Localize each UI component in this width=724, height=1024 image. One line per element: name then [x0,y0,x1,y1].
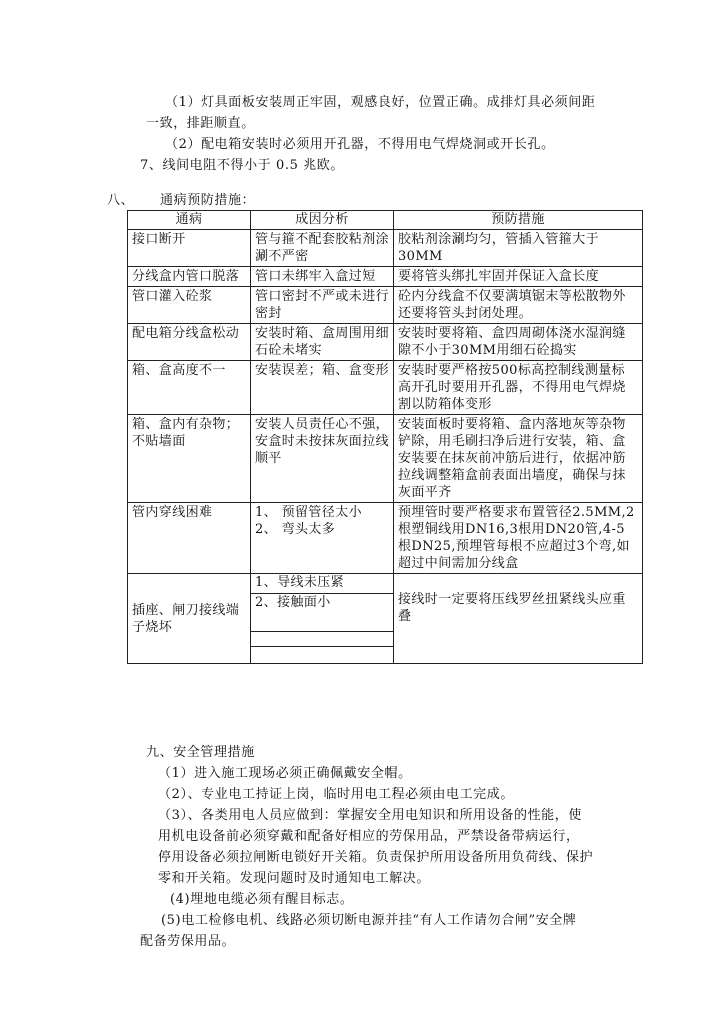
defect-cell: 管内穿线困难 [128,503,251,574]
prevention-cell: 安装时要严格按500标高控制线测量标高开孔时要用开孔器，不得用电气焊烧割以防箱体变形 [394,361,643,415]
text-line: （2）、专业电工持证上岗，临时用电工程必须由电工完成。 [158,787,514,802]
prevention-cell: 安装时要将箱、盒四周砌体浇水湿润缝隙不小于30MM用细石砼捣实 [394,324,643,361]
cause-cell: 管口密封不严或未进行密封 [251,287,394,324]
defect-cell: 箱、盒内有杂物；不贴墙面 [128,415,251,503]
prevention-cell: 预埋管时要严格要求布置管径2.5MM,2根塑铜线用DN16,3根用DN20管,4-5根DN25,预埋管每根不应超过3个弯,如超过中间需加分线盒 [394,503,643,574]
section-title: 通病预防措施： [160,193,256,208]
defect-cell: 配电箱分线盒松动 [128,324,251,361]
section-number: 八、 [107,193,135,208]
column-header: 预防措施 [394,211,643,230]
table-row [128,267,643,287]
text-line: （1）灯具面板安装周正牢固，观感良好，位置正确。成排灯具必须间距 [165,95,596,110]
cause-cell: 管口未绑牢入盒过短 [251,267,394,287]
text-line: 配备劳保用品。 [140,934,236,949]
defect-cell: 箱、盒高度不一 [128,361,251,415]
cause-cell: 安装误差；箱、盒变形 [251,361,394,415]
table-row [128,574,643,664]
text-line: 7、线间电阻不得小于 0.5 兆欧。 [140,158,345,173]
cause-cell: 安装时箱、盒周围用细石砼未堵实 [251,324,394,361]
cause-line: 1、 预留管径太小 [255,505,363,520]
table-row [128,287,643,324]
cause-cell [251,503,394,574]
table-row [128,361,643,415]
text-line: (4)埋地电缆必须有醒目标志。 [170,892,354,907]
section-title: 九、安全管理措施 [146,745,255,760]
cause-cell: 管与箍不配套胶粘剂涂涮不严密 [251,230,394,267]
column-header: 通病 [128,211,251,230]
cause-line: 2、接触面小 [251,594,393,632]
text-line: (5)电工检修电机、线路必须切断电源并挂“有人工作请勿合闸”安全牌 [161,913,577,928]
cause-line: 2、 弯头太多 [255,522,336,537]
prevention-cell: 砼内分线盒不仅要满填锯末等松散物外还要将管头封闭处理。 [394,287,643,324]
prevention-cell: 胶粘剂涂涮均匀，管插入管箍大于30MM [394,230,643,267]
text-line: 用机电设备前必须穿戴和配备好相应的劳保用品，严禁设备带病运行， [158,829,580,844]
text-line: （1）进入施工现场必须正确佩戴安全帽。 [158,766,412,781]
prevention-cell: 接线时一定要将压线罗丝扭紧线头应重叠 [394,574,643,664]
table-row [128,324,643,361]
defects-table [127,210,643,664]
table-row [128,503,643,574]
defect-cell: 插座、闸刀接线端子烧坏 [128,574,251,664]
defect-cell: 接口断开 [128,230,251,267]
text-line: 停用设备必须拉闸断电锁好开关箱。负责保护所用设备所用负荷线、保护 [158,850,594,865]
prevention-cell: 安装面板时要将箱、盒内落地灰等杂物铲除，用毛刷扫净后进行安装，箱、盒安装要在抹灰前冲筋后进行，依据冲筋拉线调整箱盒前表面出墙度，确保与抹灰面平齐 [394,415,643,503]
cause-line [251,647,393,663]
defect-cell: 管口灌入砼浆 [128,287,251,324]
table-row [128,230,643,267]
cause-line [251,632,393,647]
defect-cell: 分线盒内管口脱落 [128,267,251,287]
table-row [128,415,643,503]
prevention-cell: 要将管头绑扎牢固并保证入盒长度 [394,267,643,287]
cause-cell [251,574,394,664]
text-line: 一致，排距顺直。 [146,116,255,131]
cause-cell: 安装人员责任心不强，安盒时未按抹灰面拉线顺平 [251,415,394,503]
text-line: （3）、各类用电人员应做到：掌握安全用电知识和所用设备的性能，使 [158,808,582,823]
column-header: 成因分析 [251,211,394,230]
text-line: 零和开关箱。发现问题时及时通知电工解决。 [158,871,431,886]
text-line: （2）配电箱安装时必须用开孔器，不得用电气焊烧洞或开长孔。 [165,137,555,152]
table-header-row [128,211,643,230]
cause-line: 1、导线未压紧 [251,574,393,594]
